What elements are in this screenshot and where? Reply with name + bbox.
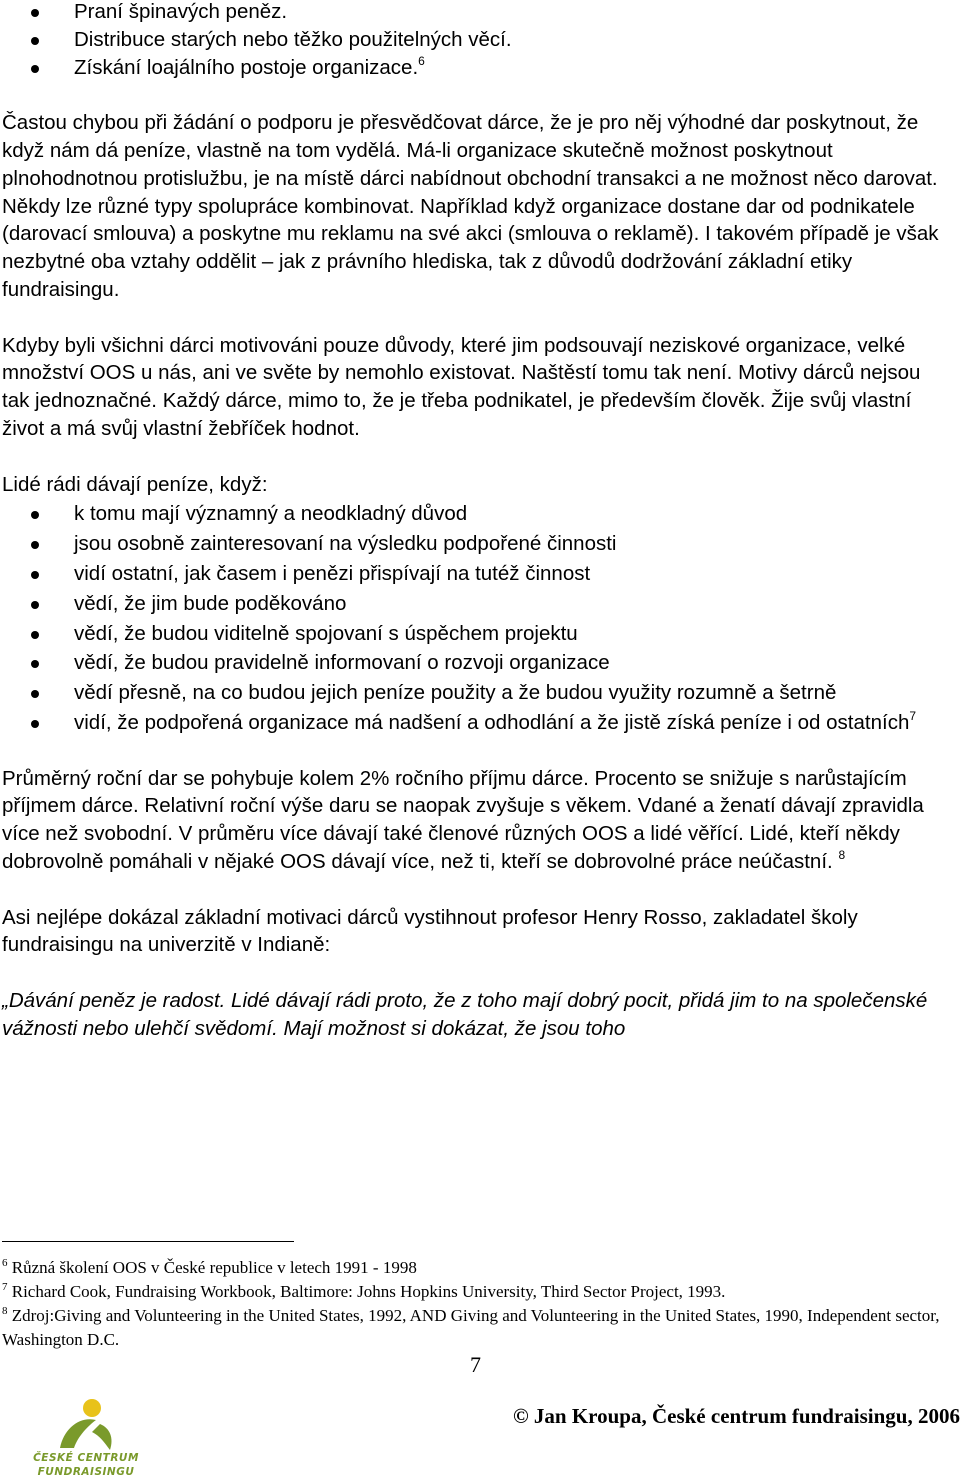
bullet-icon <box>31 690 39 698</box>
fundraising-logo-icon <box>30 1396 142 1480</box>
footnote-ref: 8 <box>838 847 846 862</box>
top-bullet-list <box>2 0 952 81</box>
list-item: Praní špinavých peněz. <box>2 0 952 26</box>
bullet-icon <box>31 601 39 609</box>
bullet-icon <box>31 660 39 668</box>
list-item: vědí přesně, na co budou jejich peníze použity a že budou využity rozumně a šetrně <box>2 679 952 707</box>
bullet-icon <box>31 571 39 579</box>
footnote: $^6$ Různá školení OOS v České republice v letech 1991 - 1998 <box>2 1257 417 1277</box>
list-intro: Lidé rádi dávají peníze, když: <box>2 472 268 496</box>
paragraph-1: Častou chybou při žádání o podporu je přesvědčovat dárce, že je pro něj výhodné dar poskytnout, že když nám dá peníze, vlastně na tom vydělá. Má-li organizace skutečně možnost poskytnout plnohodnotnou protislužbu, je na místě dárci nabídnout obchodní transakci a ne možnost něco darovat. Někdy lze různé typy spolupráce kombinovat. Například když organizace dostane dar od podnikatele (darovací smlouva) a poskytne mu reklamu na své akci (smlouva o reklamě). I takovém případě je však nezbytné oba vztahy oddělit – jak z právního hlediska, tak z důvodů dodržování základní etiky fundraisingu. <box>2 111 939 301</box>
list-item: vědí, že jim bude poděkováno <box>2 590 952 618</box>
list-item: jsou osobně zainteresovaní na výsledku podpořené činnosti <box>2 530 952 558</box>
footnote-ref: 6 <box>418 53 425 68</box>
quote-paragraph: „Dávání peněz je radost. Lidé dávají rádi proto, že z toho mají dobrý pocit, přidá jim to na společenské vážnosti nebo ulehčí svědomí. Mají možnost si dokázat, že jsou toho <box>2 988 928 1040</box>
bullet-icon <box>31 9 39 17</box>
paragraph-4: Asi nejlépe dokázal základní motivaci dárců vystihnout profesor Henry Rosso, zakladatel školy fundraisingu na univerzitě v Indianě: <box>2 905 858 957</box>
list-item: vědí, že budou viditelně spojovaní s úspěchem projektu <box>2 620 952 648</box>
list-item: k tomu mají významný a neodkladný důvod <box>2 500 952 528</box>
main-text <box>2 0 952 1042</box>
footnote: $^8$ Zdroj:Giving and Volunteering in the United States, 1992, AND Giving and Volunteering in the United States, 1990, Independent sector, Washington D.C. <box>2 1305 940 1349</box>
bullet-icon <box>31 511 39 519</box>
bullet-icon <box>31 631 39 639</box>
logo-figure-icon <box>30 1396 142 1452</box>
paragraph-2: Kdyby byli všichni dárci motivováni pouze důvody, které jim podsouvají neziskové organizace, velké množství OOS u nás, ani ve světe by nemohlo existovat. Naštěstí tomu tak není. Motivy dárců nejsou tak jednoznačné. Každý dárce, mimo to, že je třeba podnikatel, je především člověk. Žije svůj vlastní život a má svůj vlastní žebříček hodnot. <box>2 333 921 440</box>
page-number: 7 <box>470 1352 481 1377</box>
list-item: Distribuce starých nebo těžko použitelných věcí. <box>2 26 952 54</box>
list-item: vědí, že budou pravidelně informovaní o rozvoji organizace <box>2 649 952 677</box>
reasons-list <box>2 500 952 736</box>
bullet-icon <box>31 720 39 728</box>
footnote: $^7$ Richard Cook, Fundraising Workbook, Baltimore: Johns Hopkins University, Third Sector Project, 1993. <box>2 1281 726 1301</box>
bullet-icon <box>31 37 39 45</box>
footnote-ref: 7 <box>909 708 917 723</box>
list-item: Získání loajálního postoje organizace.$^6$ <box>2 54 952 82</box>
logo-text-line1: ČESKÉ CENTRUM <box>33 1452 139 1464</box>
list-item: vidí ostatní, jak časem i penězi přispívají na tutéž činnost <box>2 560 952 588</box>
bullet-icon <box>31 541 39 549</box>
copyright-footer: © Jan Kroupa, České centrum fundraisingu, 2006 <box>512 1404 960 1428</box>
footnote-divider <box>2 1241 294 1242</box>
paragraph-3: Průměrný roční dar se pohybuje kolem 2% ročního příjmu dárce. Procento se snižuje s narůstajícím příjmem dárce. Relativní roční výše daru se naopak zvyšuje s věkem. Vdané a ženatí dávají zpravidla více než svobodní. V průměru více dávají také členové různých OOS a lidé věřící. Lidé, kteří někdy dobrovolně pomáhali v nějaké OOS dávají více, než ti, kteří se dobrovolné práce neúčastní. $^8$ <box>2 766 924 873</box>
footnotes <box>2 1256 952 1352</box>
list-item: vidí, že podpořená organizace má nadšení a odhodlání a že jistě získá peníze i od ostatních$^7$ <box>2 709 952 737</box>
logo-text-line2: FUNDRAISINGU <box>37 1466 135 1478</box>
bullet-icon <box>31 65 39 73</box>
